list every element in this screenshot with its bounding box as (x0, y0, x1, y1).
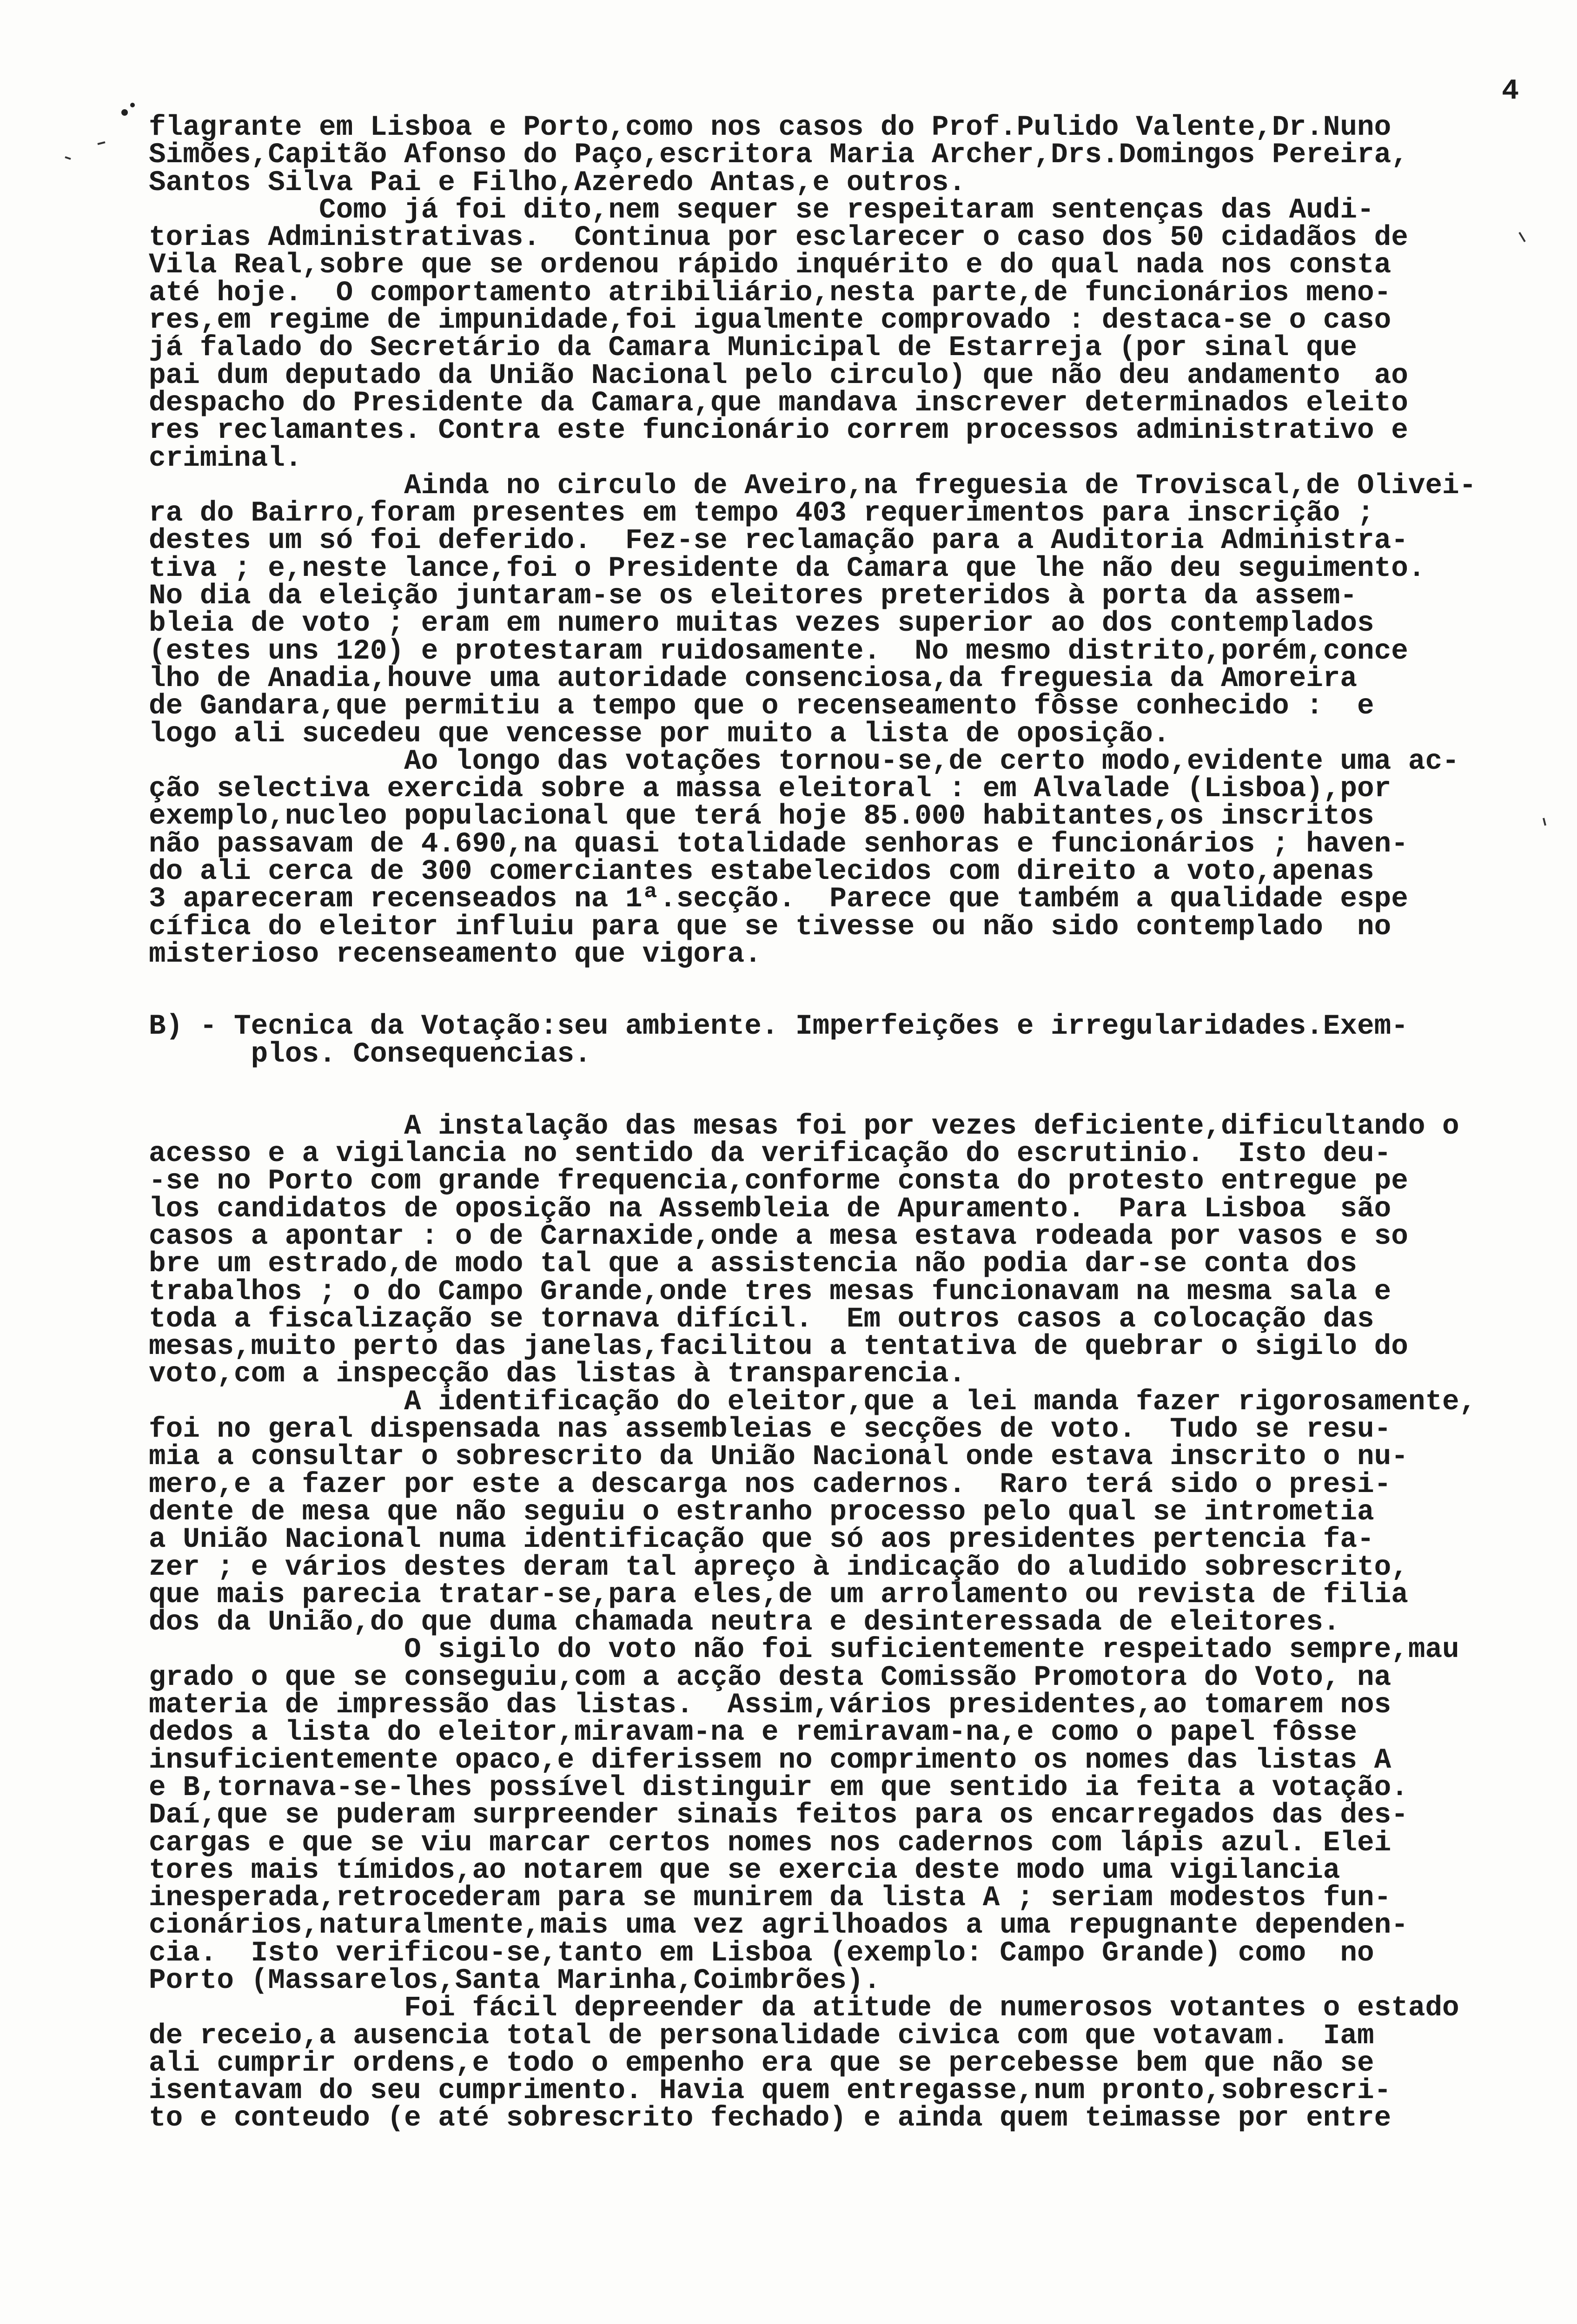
text-line: res reclamantes. Contra este funcionário correm processos administrativo e (149, 415, 1408, 447)
text-line: isentavam do seu cumprimento. Havia quem entregasse,num pronto,sobrescri- (149, 2075, 1391, 2107)
text-line: que mais parecia tratar-se,para eles,de um arrolamento ou revista de filia (149, 1578, 1408, 1611)
page-number: 4 (1502, 74, 1519, 107)
text-line: misterioso recenseamento que vigora. (149, 938, 762, 971)
document-body (149, 114, 1534, 2133)
text-line: pai dum deputado da União Nacional pelo circulo) que não deu andamento ao (149, 359, 1408, 392)
stray-tick-mark (98, 142, 105, 144)
text-line: toda a fiscalização se tornava difícil. Em outros casos a colocação das (149, 1303, 1374, 1335)
text-line: to e conteudo (e até sobrescrito fechado) e ainda quem teimasse por entre (149, 2102, 1391, 2135)
text-line: Porto (Massarelos,Santa Marinha,Coimbrões). (149, 1965, 881, 1997)
text-line: flagrante em Lisboa e Porto,como nos casos do Prof.Pulido Valente,Dr.Nuno (149, 112, 1391, 144)
text-line: No dia da eleição juntaram-se os eleitores preteridos à porta da assem- (149, 580, 1358, 613)
heading-line: B) - Tecnica da Votação:seu ambiente. Imperfeições e irregularidades.Exem- (149, 1010, 1408, 1043)
text-line: cargas e que se viu marcar certos nomes nos cadernos com lápis azul. Elei (149, 1827, 1391, 1859)
text-line: grado o que se conseguiu,com a acção desta Comissão Promotora do Voto, na (149, 1661, 1391, 1694)
text-line: bleia de voto ; eram em numero muitas vezes superior ao dos contemplados (149, 607, 1374, 640)
text-line: ção selectiva exercida sobre a massa eleitoral : em Alvalade (Lisboa),por (149, 773, 1391, 805)
text-line: tiva ; e,neste lance,foi o Presidente da Camara que lhe não deu seguimento. (149, 552, 1425, 585)
text-line: ra do Bairro,foram presentes em tempo 403 requerimentos para inscrição ; (149, 497, 1374, 530)
text-line: criminal. (149, 442, 302, 475)
text-line: foi no geral dispensada nas assembleias e secções de voto. Tudo se resu- (149, 1413, 1391, 1446)
text-line: cionários,naturalmente,mais uma vez agrilhoados a uma repugnante dependen- (149, 1909, 1408, 1942)
text-line: exemplo,nucleo populacional que terá hoje 85.000 habitantes,os inscritos (149, 800, 1374, 833)
text-line: A instalação das mesas foi por vezes deficiente,dificultando o (149, 1110, 1459, 1142)
text-line: Santos Silva Pai e Filho,Azeredo Antas,e outros. (149, 166, 966, 199)
section-gap (149, 968, 1534, 1013)
text-line: cífica do eleitor influiu para que se tivesse ou não sido contemplado no (149, 911, 1391, 943)
paragraph-block-1 (149, 112, 1534, 971)
text-line: de receio,a ausencia total de personalidade civica com que votavam. Iam (149, 2020, 1374, 2052)
text-line: lho de Anadia,houve uma autoridade consenciosa,da freguesia da Amoreira (149, 662, 1358, 695)
text-line: cia. Isto verificou-se,tanto em Lisboa (exemplo: Campo Grande) como no (149, 1937, 1374, 1969)
section-gap (149, 1068, 1534, 1113)
text-line: não passavam de 4.690,na quasi totalidade senhoras e funcionários ; haven- (149, 828, 1408, 860)
text-line: trabalhos ; o do Campo Grande,onde tres mesas funcionavam na mesma sala e (149, 1275, 1391, 1308)
text-line: já falado do Secretário da Camara Municipal de Estarreja (por sinal que (149, 332, 1358, 364)
stray-dot-mark (130, 103, 135, 107)
text-line: acesso e a vigilancia no sentido da verificação do escrutinio. Isto deu- (149, 1138, 1391, 1170)
heading-line: plos. Consequencias. (149, 1038, 591, 1070)
text-line: despacho do Presidente da Camara,que mandava inscrever determinados eleito (149, 387, 1408, 419)
stray-dot-mark (121, 109, 128, 116)
text-line: mesas,muito perto das janelas,facilitou a tentativa de quebrar o sigilo do (149, 1331, 1408, 1363)
text-line: casos a apontar : o de Carnaxide,onde a mesa estava rodeada por vasos e so (149, 1220, 1408, 1253)
text-line: inesperada,retrocederam para se munirem da lista A ; seriam modestos fun- (149, 1882, 1391, 1915)
text-line: ali cumprir ordens,e todo o empenho era que se percebesse bem que não se (149, 2047, 1374, 2080)
text-line: Ainda no circulo de Aveiro,na freguesia de Troviscal,de Olivei- (149, 469, 1477, 502)
text-line: Vila Real,sobre que se ordenou rápido inquérito e do qual nada nos consta (149, 249, 1391, 282)
text-line: A identificação do eleitor,que a lei manda fazer rigorosamente, (149, 1386, 1477, 1418)
text-line: res,em regime de impunidade,foi igualmente comprovado : destaca-se o caso (149, 304, 1391, 337)
text-line: voto,com a inspecção das listas à transparencia. (149, 1358, 966, 1391)
text-line: do ali cerca de 300 comerciantes estabelecidos com direito a voto,apenas (149, 856, 1374, 888)
stray-tick-mark (1544, 818, 1545, 825)
paragraph-block-2 (149, 1110, 1534, 2135)
text-line: materia de impressão das listas. Assim,vários presidentes,ao tomarem nos (149, 1689, 1391, 1722)
text-line: (estes uns 120) e protestaram ruidosamente. No mesmo distrito,porém,conce (149, 635, 1408, 667)
text-line: tores mais tímidos,ao notarem que se exercia deste modo uma vigilancia (149, 1854, 1340, 1887)
text-line: de Gandara,que permitiu a tempo que o recenseamento fôsse conhecido : e (149, 690, 1374, 723)
section-heading (149, 1010, 1534, 1070)
text-line: e B,tornava-se-lhes possível distinguir em que sentido ia feita a votação. (149, 1771, 1408, 1804)
text-line: zer ; e vários destes deram tal apreço à indicação do aludido sobrescrito, (149, 1551, 1408, 1584)
text-line: Foi fácil depreender da atitude de numerosos votantes o estado (149, 1992, 1459, 2025)
text-line: até hoje. O comportamento atribiliário,nesta parte,de funcionários meno- (149, 277, 1391, 309)
text-line: insuficientemente opaco,e diferissem no comprimento os nomes das listas A (149, 1744, 1391, 1776)
text-line: Ao longo das votações tornou-se,de certo modo,evidente uma ac- (149, 745, 1459, 778)
text-line: destes um só foi deferido. Fez-se reclamação para a Auditoria Administra- (149, 525, 1408, 557)
text-line: Daí,que se puderam surpreender sinais feitos para os encarregados das des- (149, 1799, 1408, 1832)
text-line: mia a consultar o sobrescrito da União Nacional onde estava inscrito o nu- (149, 1441, 1408, 1473)
text-line: dedos a lista do eleitor,miravam-na e remiravam-na,e como o papel fôsse (149, 1717, 1358, 1749)
text-line: -se no Porto com grande frequencia,conforme consta do protesto entregue pe (149, 1165, 1408, 1198)
text-line: torias Administrativas. Continua por esclarecer o caso dos 50 cidadãos de (149, 222, 1408, 254)
text-line: logo ali sucedeu que vencesse por muito a lista de oposição. (149, 718, 1170, 750)
text-line: dos da União,do que duma chamada neutra e desinteressada de eleitores. (149, 1606, 1340, 1639)
text-line: Como já foi dito,nem sequer se respeitaram sentenças das Audi- (149, 194, 1374, 226)
text-line: bre um estrado,de modo tal que a assistencia não podia dar-se conta dos (149, 1248, 1358, 1281)
text-line: O sigilo do voto não foi suficientemente respeitado sempre,mau (149, 1634, 1459, 1666)
text-line: Simões,Capitão Afonso do Paço,escritora Maria Archer,Drs.Domingos Pereira, (149, 139, 1408, 172)
text-line: dente de mesa que não seguiu o estranho processo pelo qual se intrometia (149, 1496, 1374, 1528)
text-line: a União Nacional numa identificação que só aos presidentes pertencia fa- (149, 1524, 1374, 1556)
stray-tick-mark (65, 157, 71, 159)
text-line: los candidatos de oposição na Assembleia de Apuramento. Para Lisboa são (149, 1193, 1391, 1225)
text-line: mero,e a fazer por este a descarga nos cadernos. Raro terá sido o presi- (149, 1468, 1391, 1501)
text-line: 3 apareceram recenseados na 1ª.secção. Parece que também a qualidade espe (149, 883, 1408, 916)
